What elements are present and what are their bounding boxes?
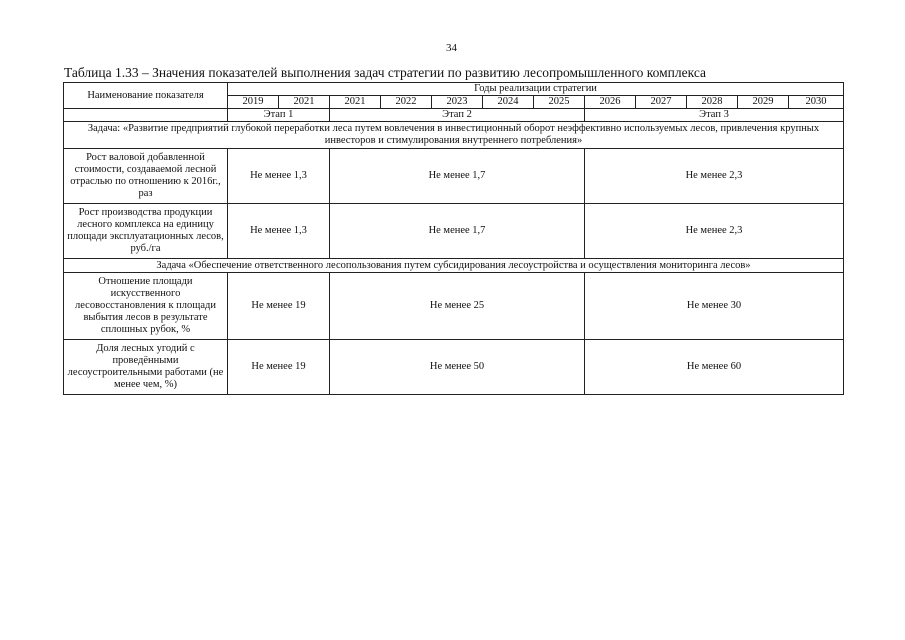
year-cell: 2023 <box>432 96 483 109</box>
stage-1-cell: Этап 1 <box>228 109 330 122</box>
indicator-name: Отношение площади искусственного лесовосстановления к площади выбытия лесов в результате сплошных рубок, % <box>64 273 228 340</box>
task-row-1: Задача: «Развитие предприятий глубокой переработки леса путем вовлечения в инвестиционный оборот неэффективно используемых лесов, привлечения крупных инвесторов и стимулирования внутреннего потребления» <box>64 122 844 149</box>
stage-1-value: Не менее 19 <box>228 340 330 395</box>
year-cell: 2026 <box>585 96 636 109</box>
year-cell: 2019 <box>228 96 279 109</box>
header-name-column: Наименование показателя <box>64 83 228 109</box>
table-caption: Таблица 1.33 – Значения показателей выполнения задач стратегии по развитию лесопромышленного комплекса <box>64 65 707 80</box>
task-row-2: Задача «Обеспечение ответственного лесопользования путем субсидирования лесоустройства и осуществления мониторинга лесов» <box>64 259 844 273</box>
stage-2-value: Не менее 1,7 <box>330 149 585 204</box>
stage-1-value: Не менее 1,3 <box>228 149 330 204</box>
stage-3-cell: Этап 3 <box>585 109 844 122</box>
table-row <box>64 273 844 340</box>
stage-3-value: Не менее 2,3 <box>585 204 844 259</box>
year-cell: 2030 <box>789 96 844 109</box>
stage-3-value: Не менее 2,3 <box>585 149 844 204</box>
stage-2-value: Не менее 1,7 <box>330 204 585 259</box>
stage-3-value: Не менее 60 <box>585 340 844 395</box>
indicators-table <box>63 82 844 395</box>
indicator-name: Рост производства продукции лесного комплекса на единицу площади эксплуатационных лесов, руб./га <box>64 204 228 259</box>
stage-2-value: Не менее 25 <box>330 273 585 340</box>
stage-empty-cell <box>64 109 228 122</box>
header-years-title: Годы реализации стратегии <box>228 83 844 96</box>
table-row <box>64 149 844 204</box>
stage-1-value: Не менее 1,3 <box>228 204 330 259</box>
year-cell: 2021 <box>279 96 330 109</box>
year-cell: 2022 <box>381 96 432 109</box>
year-cell: 2021 <box>330 96 381 109</box>
indicator-name: Доля лесных угодий с проведёнными лесоустроительными работами (не менее чем, %) <box>64 340 228 395</box>
stage-2-value: Не менее 50 <box>330 340 585 395</box>
stage-3-value: Не менее 30 <box>585 273 844 340</box>
year-cell: 2029 <box>738 96 789 109</box>
table-row <box>64 204 844 259</box>
year-cell: 2025 <box>534 96 585 109</box>
stage-2-cell: Этап 2 <box>330 109 585 122</box>
indicator-name: Рост валовой добавленной стоимости, создаваемой лесной отраслью по отношению к 2016г., раз <box>64 149 228 204</box>
stage-1-value: Не менее 19 <box>228 273 330 340</box>
table-row <box>64 340 844 395</box>
year-cell: 2027 <box>636 96 687 109</box>
year-cell: 2024 <box>483 96 534 109</box>
page-number: 34 <box>446 42 457 54</box>
year-cell: 2028 <box>687 96 738 109</box>
